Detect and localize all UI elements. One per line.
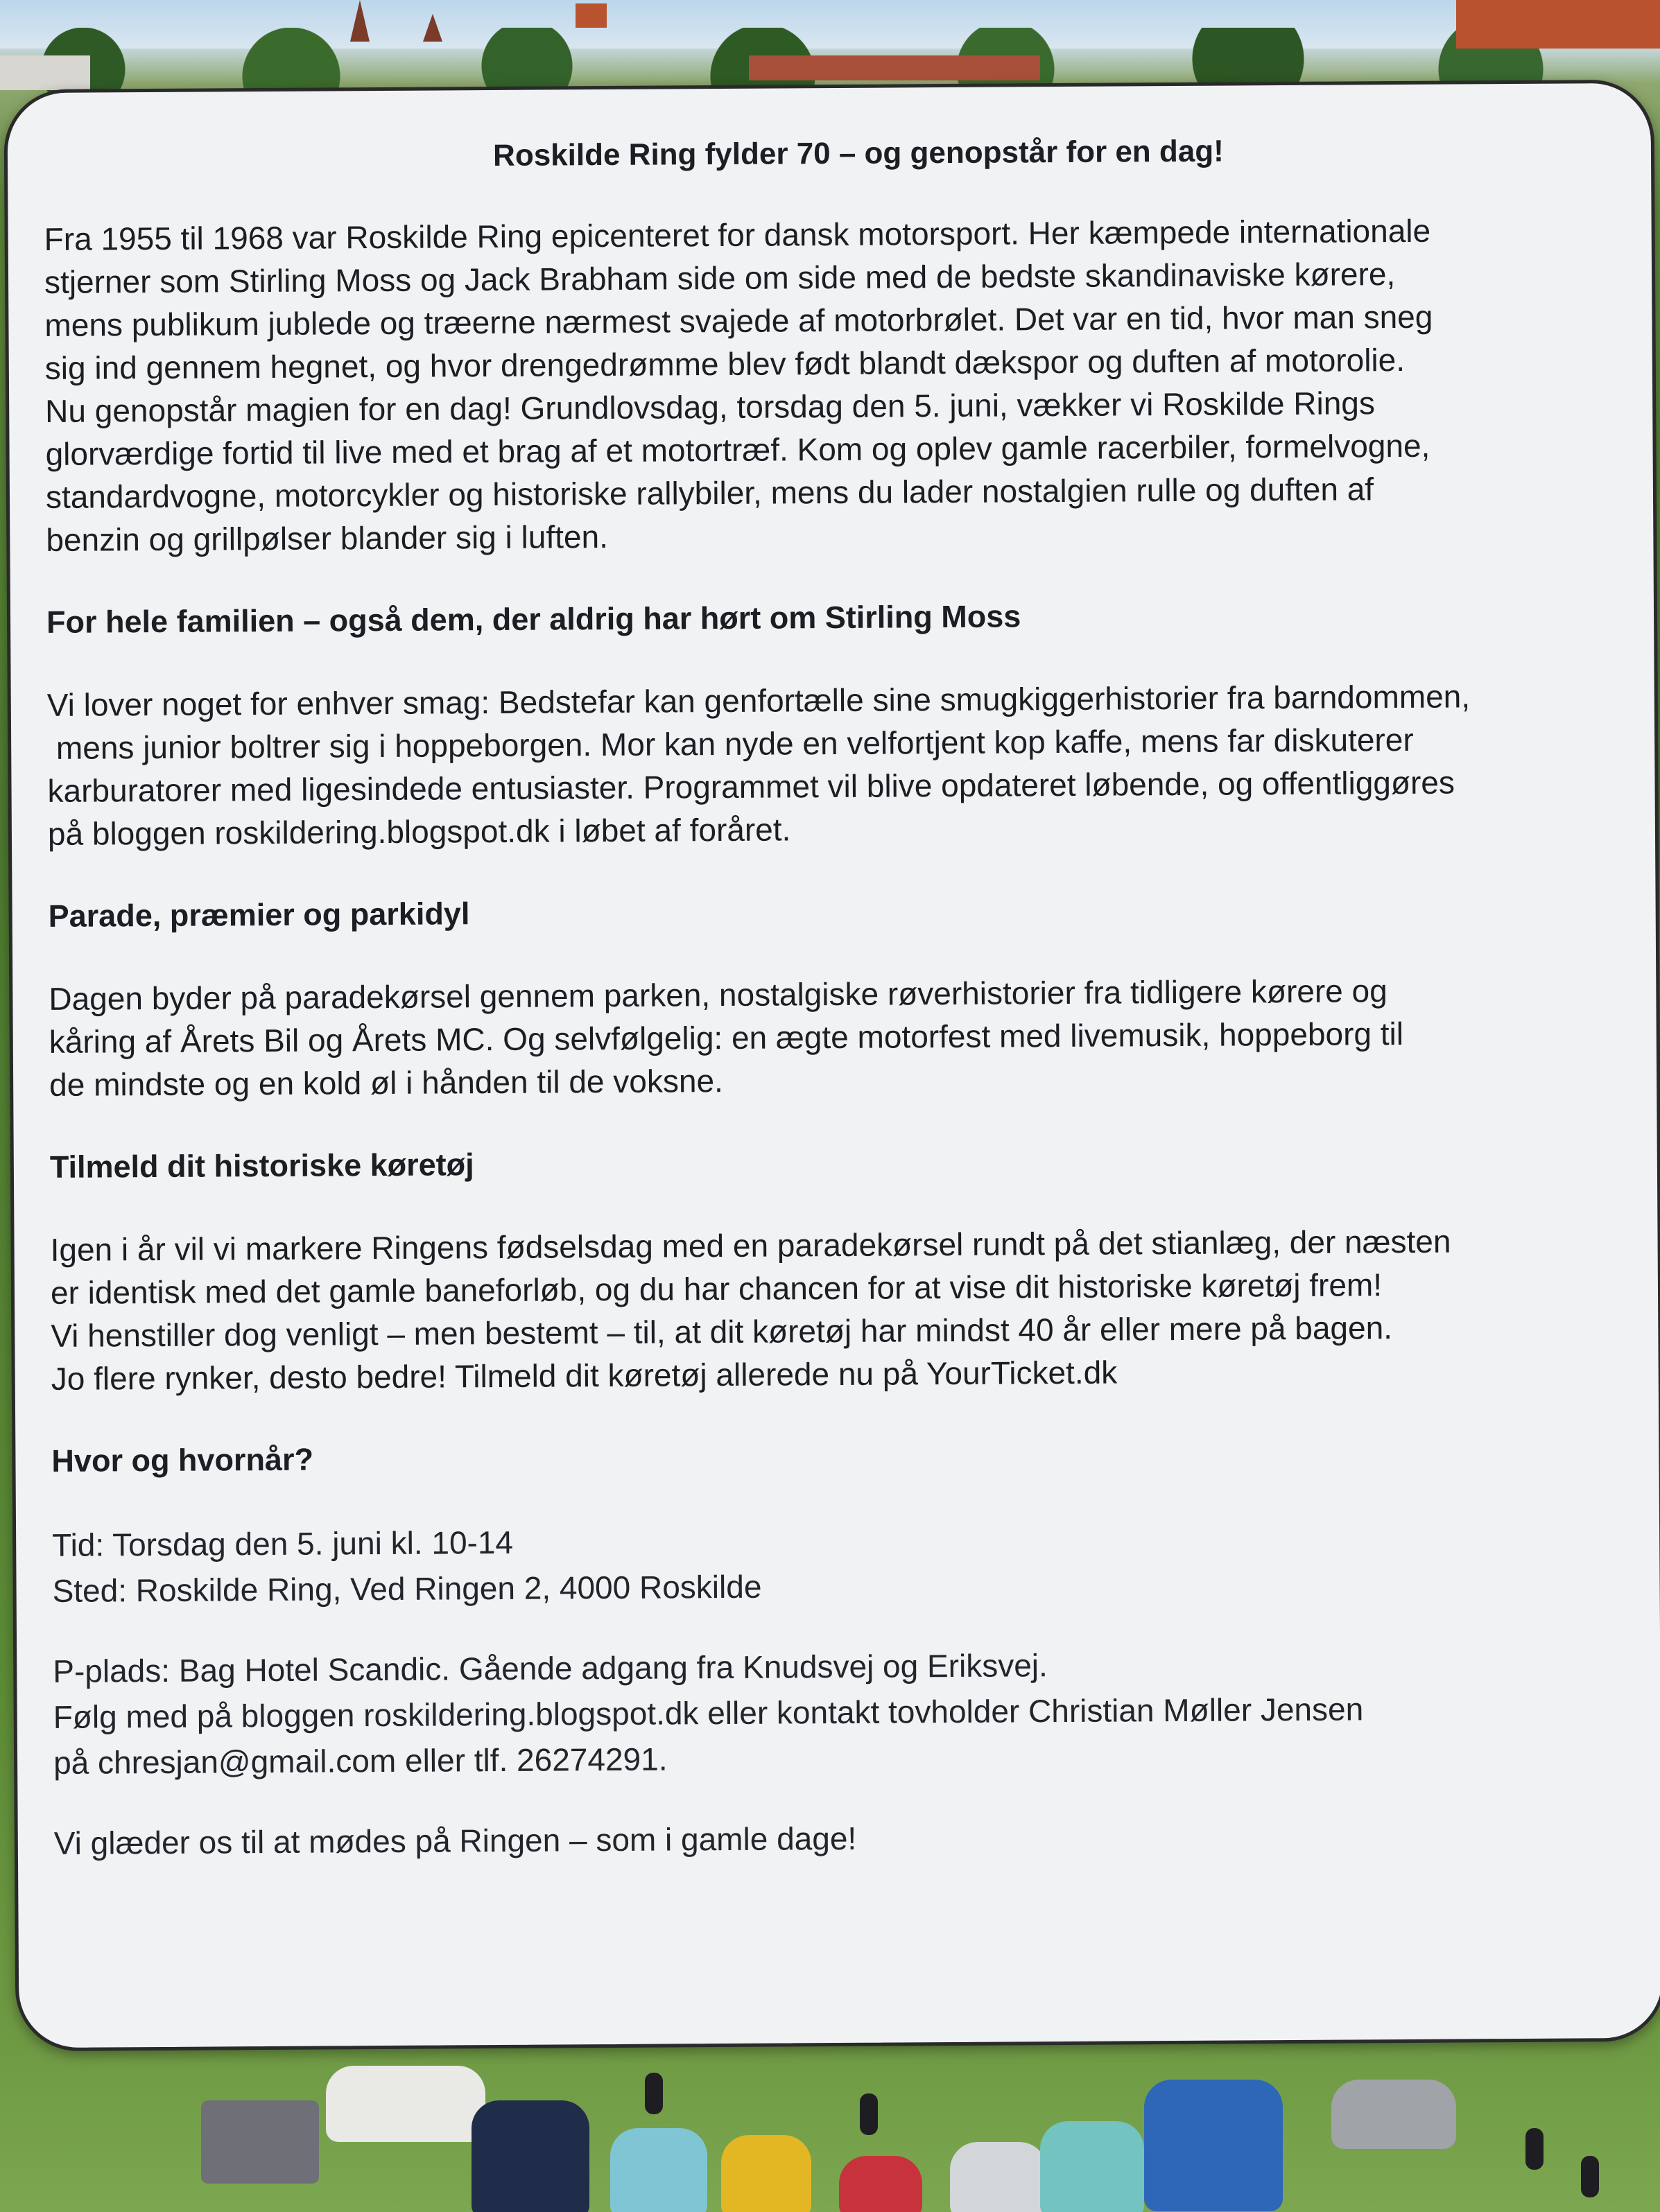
parked-cars bbox=[0, 2052, 1660, 2212]
poster-panel bbox=[3, 80, 1660, 2051]
roof-row bbox=[749, 55, 1040, 80]
church-spire-small bbox=[423, 14, 442, 42]
table-with-chairs bbox=[201, 2100, 319, 2184]
section-heading-where-when: Hvor og hvornår? bbox=[51, 1441, 314, 1479]
car-white bbox=[326, 2066, 485, 2142]
contact-block bbox=[53, 1639, 1641, 1786]
intro-line: mens publikum jublede og træerne nærmest svajede af motorbrølet. Det var en tid, hvor man sneg bbox=[44, 298, 1433, 343]
time-place-block bbox=[52, 1513, 1641, 1614]
intro-line: standardvogne, motorcykler og historiske rallybiler, mens du lader nostalgien rulle og duften af bbox=[45, 471, 1374, 515]
poster-content bbox=[44, 132, 1642, 1901]
event-time: Tid: Torsdag den 5. juni kl. 10-14 bbox=[52, 1524, 514, 1563]
intro-line: glorværdige fortid til live med et brag af et motortræf. Kom og oplev gamle racerbiler, formelvogne, bbox=[45, 427, 1430, 472]
car-silver bbox=[950, 2142, 1047, 2212]
intro-line: Fra 1955 til 1968 var Roskilde Ring epicenteret for dansk motorsport. Her kæmpede internationale bbox=[44, 212, 1431, 257]
person bbox=[1525, 2128, 1544, 2170]
car-teal bbox=[1040, 2121, 1144, 2212]
parade-paragraph bbox=[49, 968, 1637, 1106]
register-paragraph bbox=[50, 1219, 1639, 1400]
family-paragraph bbox=[47, 674, 1636, 855]
register-line: Igen i år vil vi markere Ringens fødselsdag med en paradekørsel rundt på det stianlæg, der næsten bbox=[50, 1223, 1451, 1268]
car-yellow bbox=[721, 2135, 811, 2212]
intro-line: benzin og grillpølser blander sig i luften. bbox=[46, 518, 609, 558]
person bbox=[645, 2073, 663, 2114]
family-line: mens junior boltrer sig i hoppeborgen. Mor kan nyde en velfortjent kop kaffe, mens far diskuterer bbox=[47, 721, 1414, 766]
intro-paragraph bbox=[44, 208, 1634, 561]
register-line: Vi henstiller dog venligt – men bestemt – til, at dit køretøj har mindst 40 år eller mere på bagen. bbox=[51, 1309, 1393, 1354]
parking-info: P-plads: Bag Hotel Scandic. Gående adgang fra Knudsvej og Eriksvej. bbox=[53, 1647, 1048, 1689]
intro-line: stjerner som Stirling Moss og Jack Brabham side om side med de bedste skandinaviske kørere, bbox=[44, 256, 1396, 300]
closing-block bbox=[54, 1811, 1642, 1866]
register-line: er identisk med det gamle baneforløb, og du har chancen for at vise dit historiske køretøj frem! bbox=[50, 1266, 1383, 1311]
family-line: på bloggen roskildering.blogspot.dk i løbet af foråret. bbox=[47, 811, 791, 852]
section-heading-parade: Parade, præmier og parkidyl bbox=[48, 896, 470, 934]
car-blue bbox=[1144, 2080, 1283, 2211]
building-left bbox=[0, 55, 90, 90]
parade-line: Dagen byder på paradekørsel gennem parken, nostalgiske røverhistorier fra tidligere kørere og bbox=[49, 973, 1387, 1017]
person bbox=[1581, 2156, 1599, 2197]
intro-line: sig ind gennem hegnet, og hvor drengedrømme blev født blandt dækspor og duften af motorolie. bbox=[44, 341, 1406, 386]
family-line: Vi lover noget for enhver smag: Bedstefar kan genfortælle sine smugkiggerhistorier fra barndommen, bbox=[46, 678, 1471, 723]
section-heading-family: For hele familien – også dem, der aldrig har hørt om Stirling Moss bbox=[46, 598, 1021, 640]
car-dark-blue bbox=[472, 2100, 589, 2212]
car-light-blue bbox=[610, 2128, 707, 2212]
closing-line: Vi glæder os til at mødes på Ringen – som i gamle dage! bbox=[53, 1820, 857, 1861]
intro-line: Nu genopstår magien for en dag! Grundlovsdag, torsdag den 5. juni, vækker vi Roskilde Rings bbox=[45, 385, 1376, 429]
car-grey bbox=[1331, 2080, 1456, 2149]
register-line: Jo flere rynker, desto bedre! Tilmeld dit køretøj allerede nu på YourTicket.dk bbox=[51, 1354, 1118, 1397]
contact-info: på chresjan@gmail.com eller tlf. 26274291. bbox=[53, 1741, 668, 1781]
parade-line: kåring af Årets Bil og Årets MC. Og selvfølgelig: en ægte motorfest med livemusik, hoppeborg til bbox=[49, 1015, 1404, 1060]
church-spire bbox=[350, 0, 370, 42]
family-line: karburatorer med ligesindede entusiaster. Programmet vil blive opdateret løbende, og offentliggøres bbox=[47, 764, 1455, 809]
poster-title: Roskilde Ring fylder 70 – og genopstår for en dag! bbox=[492, 134, 1224, 173]
event-place: Sted: Roskilde Ring, Ved Ringen 2, 4000 Roskilde bbox=[52, 1568, 762, 1609]
parade-line: de mindste og en kold øl i hånden til de voksne. bbox=[49, 1062, 724, 1103]
follow-info: Følg med på bloggen roskildering.blogspot.dk eller kontakt tovholder Christian Møller Jensen bbox=[53, 1691, 1364, 1735]
section-heading-register: Tilmeld dit historiske køretøj bbox=[49, 1147, 474, 1185]
roof-red-right bbox=[1456, 0, 1660, 49]
roof-red-center bbox=[576, 3, 607, 28]
car-red bbox=[839, 2156, 922, 2212]
person bbox=[860, 2093, 878, 2135]
